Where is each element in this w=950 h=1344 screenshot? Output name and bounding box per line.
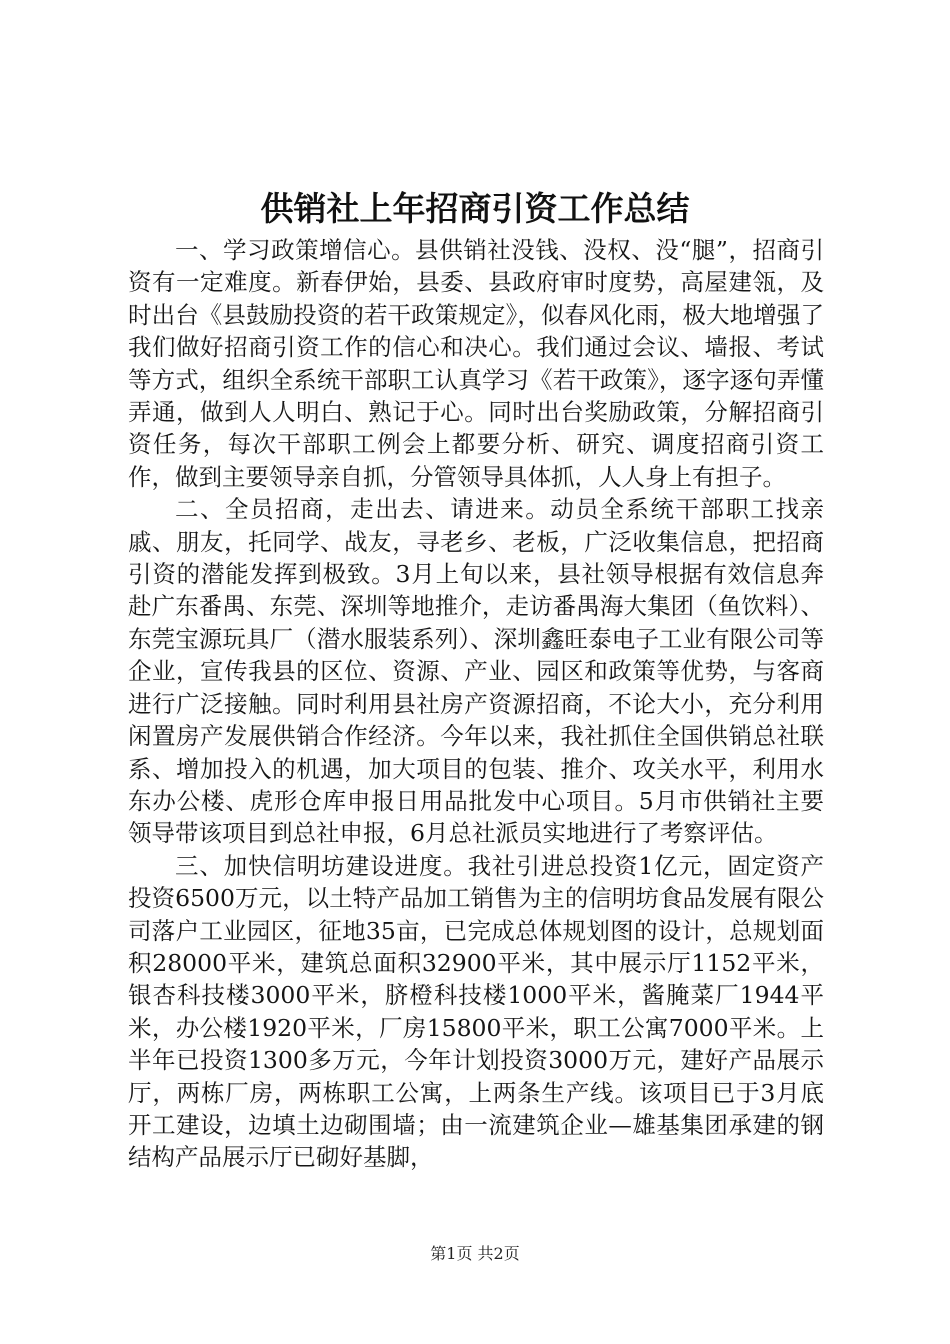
- document-body: [128, 234, 824, 1174]
- document-title: 供销社上年招商引资工作总结: [260, 189, 690, 228]
- page-number-footer: 第1页 共2页: [430, 1244, 520, 1263]
- paragraph-3: 三、加快信明坊建设进度。我社引进总投资1亿元，固定资产投资6500万元，以土特产品加工销售为主的信明坊食品发展有限公司落户工业园区，征地35亩，已完成总体规划图的设计，总规划面积28000平米，建筑总面积32900平米，其中展示厅1152平米，银杏科技楼3000平米，脐橙科技楼1000平米，酱腌菜厂1944平米，办公楼1920平米，厂房15800平米，职工公寓7000平米。上半年已投资1300多万元，今年计划投资3000万元，建好产品展示厅，两栋厂房，两栋职工公寓，上两条生产线。该项目已于3月底开工建设，边填土边砌围墙；由一流建筑企业—雄基集团承建的钢结构产品展示厅已砌好基脚，: [128, 851, 824, 1172]
- paragraph-1: 一、学习政策增信心。县供销社没钱、没权、没“腿”，招商引资有一定难度。新春伊始，县委、县政府审时度势，高屋建瓴，及时出台《县鼓励投资的若干政策规定》，似春风化雨，极大地增强了我们做好招商引资工作的信心和决心。我们通过会议、墙报、考试等方式，组织全系统干部职工认真学习《若干政策》，逐字逐句弄懂弄通，做到人人明白、熟记于心。同时出台奖励政策，分解招商引资任务，每次干部职工例会上都要分析、研究、调度招商引资工作，做到主要领导亲自抓，分管领导具体抓，人人身上有担子。: [128, 236, 824, 491]
- paragraph-2: 二、全员招商，走出去、请进来。动员全系统干部职工找亲戚、朋友，托同学、战友，寻老乡、老板，广泛收集信息，把招商引资的潜能发挥到极致。3月上旬以来，县社领导根据有效信息奔赴广东番禺、东莞、深圳等地推介，走访番禺海大集团（鱼饮料）、东莞宝源玩具厂（潜水服装系列）、深圳鑫旺泰电子工业有限公司等企业，宣传我县的区位、资源、产业、园区和政策等优势，与客商进行广泛接触。同时利用县社房产资源招商，不论大小，充分利用闲置房产发展供销合作经济。今年以来，我社抓住全国供销总社联系、增加投入的机遇，加大项目的包装、推介、攻关水平，利用水东办公楼、虎形仓库申报日用品批发中心项目。5月市供销社主要领导带该项目到总社申报，6月总社派员实地进行了考察评估。: [128, 495, 824, 848]
